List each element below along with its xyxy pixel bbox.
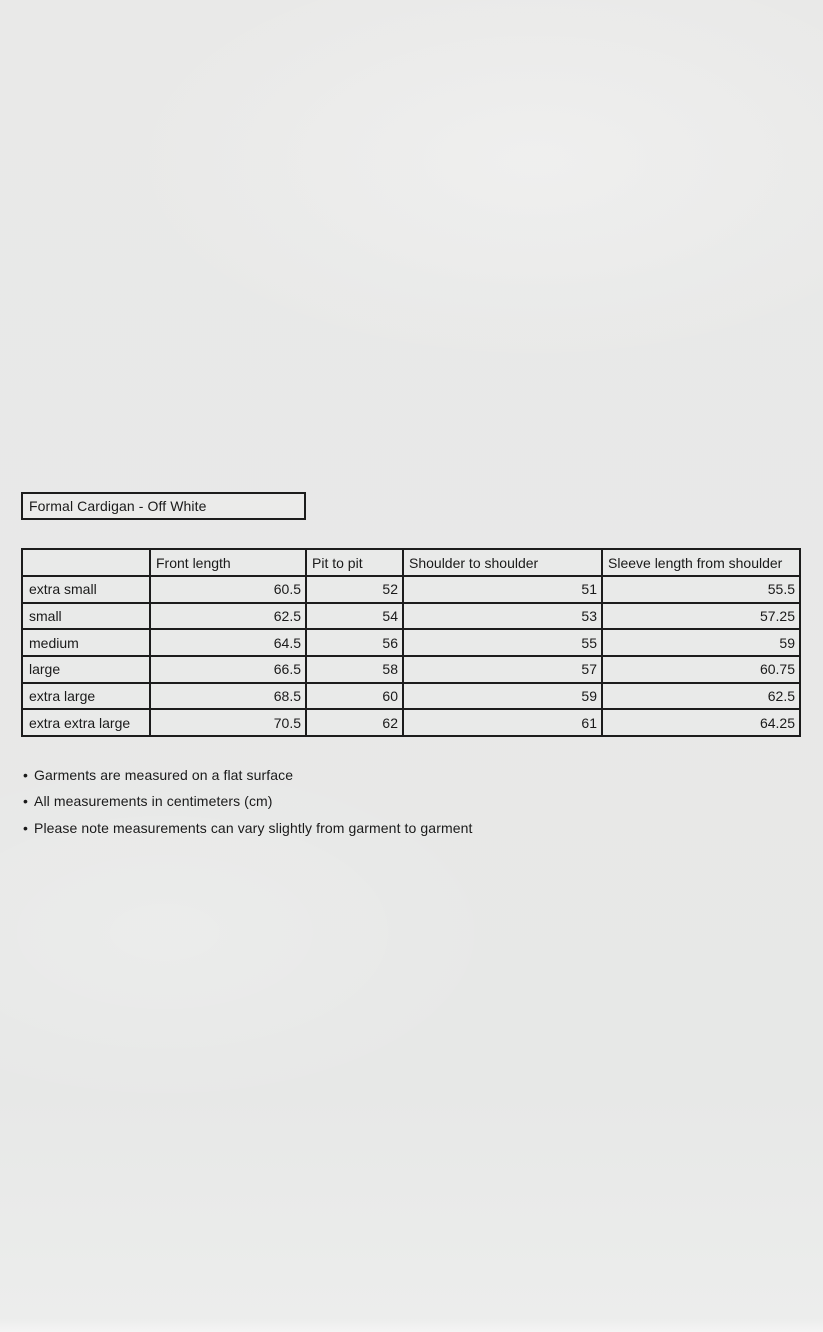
shoulder-to-shoulder-value: 57 (403, 656, 602, 683)
product-title-label: Formal Cardigan - Off White (29, 498, 207, 514)
sleeve-length-value: 55.5 (602, 576, 800, 603)
note-variance (23, 815, 472, 841)
note-text: All measurements in centimeters (cm) (34, 793, 273, 810)
sleeve-length-value: 64.25 (602, 709, 800, 736)
product-title-box (21, 492, 306, 520)
note-text: Please note measurements can vary slightly from garment to garment (34, 819, 473, 836)
table-row-small (22, 603, 800, 630)
note-flat-surface (23, 762, 472, 788)
pit-to-pit-value: 56 (306, 629, 403, 656)
table-row-extra-extra-large (22, 709, 800, 736)
shoulder-to-shoulder-value: 55 (403, 629, 602, 656)
header-cell-size (22, 549, 150, 576)
front-length-value: 62.5 (150, 603, 306, 630)
pit-to-pit-value: 62 (306, 709, 403, 736)
shoulder-to-shoulder-value: 53 (403, 603, 602, 630)
size-chart-header (22, 549, 800, 576)
sleeve-length-value: 62.5 (602, 683, 800, 710)
note-centimeters (23, 788, 472, 814)
header-cell-front-length: Front length (150, 549, 306, 576)
shoulder-to-shoulder-value: 61 (403, 709, 602, 736)
pit-to-pit-value: 58 (306, 656, 403, 683)
front-length-value: 64.5 (150, 629, 306, 656)
front-length-value: 68.5 (150, 683, 306, 710)
size-chart-body (22, 576, 800, 736)
pit-to-pit-value: 54 (306, 603, 403, 630)
table-row-medium (22, 629, 800, 656)
shoulder-to-shoulder-value: 51 (403, 576, 602, 603)
size-label: extra small (22, 576, 150, 603)
size-label: medium (22, 629, 150, 656)
sleeve-length-value: 57.25 (602, 603, 800, 630)
header-cell-sleeve-length: Sleeve length from shoulder (602, 549, 800, 576)
pit-to-pit-value: 60 (306, 683, 403, 710)
header-cell-pit-to-pit: Pit to pit (306, 549, 403, 576)
pit-to-pit-value: 52 (306, 576, 403, 603)
size-label: small (22, 603, 150, 630)
size-label: large (22, 656, 150, 683)
size-chart-table (21, 548, 801, 737)
bullet-glyph: • (23, 767, 29, 783)
bullet-glyph: • (23, 793, 29, 810)
table-row-extra-large (22, 683, 800, 710)
note-text: Garments are measured on a flat surface (34, 767, 294, 783)
table-row-extra-small (22, 576, 800, 603)
sleeve-length-value: 60.75 (602, 656, 800, 683)
bullet-glyph: • (23, 819, 29, 836)
size-label: extra large (22, 683, 150, 710)
sleeve-length-value: 59 (602, 629, 800, 656)
header-cell-shoulder-to-shoulder: Shoulder to shoulder (403, 549, 602, 576)
front-length-value: 70.5 (150, 709, 306, 736)
size-label: extra extra large (22, 709, 150, 736)
shoulder-to-shoulder-value: 59 (403, 683, 602, 710)
measurement-notes (23, 762, 472, 841)
table-row-large (22, 656, 800, 683)
front-length-value: 66.5 (150, 656, 306, 683)
front-length-value: 60.5 (150, 576, 306, 603)
header-row (22, 549, 800, 576)
